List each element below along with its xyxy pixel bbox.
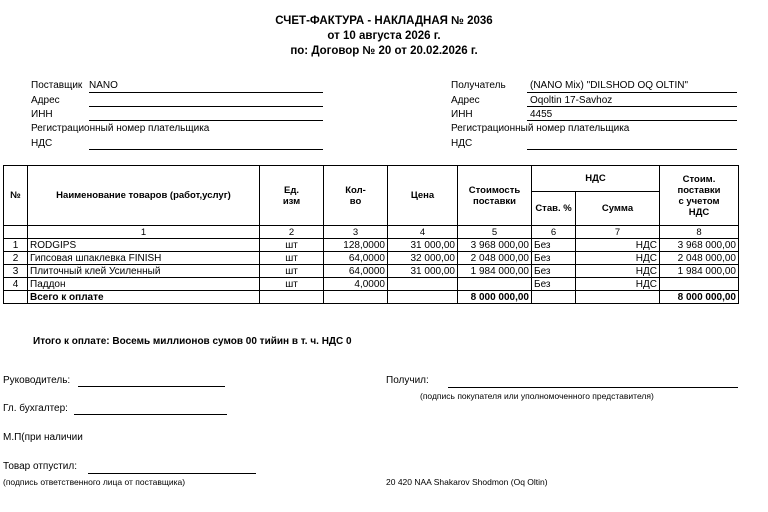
accountant-label: Гл. бухгалтер: <box>3 403 68 414</box>
director-label: Руководитель: <box>3 375 71 386</box>
invoice-table <box>3 165 739 304</box>
col-header-nds: НДС <box>532 166 660 192</box>
col-number: 8 <box>660 226 739 239</box>
total-with-nds: 8 000 000,00 <box>660 291 739 304</box>
table-row: 4 Паддон шт 4,0000 Без НДС <box>4 278 739 291</box>
recipient-nds-line <box>527 149 737 150</box>
recipient-name-line <box>527 92 737 93</box>
table-total-row <box>4 291 739 304</box>
col-number: 4 <box>388 226 458 239</box>
received-sign-line <box>448 387 738 388</box>
col-number: 2 <box>260 226 324 239</box>
recipient-address-line <box>527 106 737 107</box>
total-label: Всего к оплате <box>28 291 260 304</box>
col-header-name: Наименование товаров (работ,услуг) <box>28 166 260 226</box>
recipient-address: Oqoltin 17-Savhoz <box>530 95 613 106</box>
supplier-inn-label: ИНН <box>31 109 53 120</box>
col-header-sum: Сумма <box>576 192 660 226</box>
col-header-no: № <box>4 166 28 226</box>
supplier-label: Поставщик <box>31 80 83 91</box>
col-header-total: Стоим. поставки с учетом НДС <box>660 166 739 226</box>
col-header-unit: Ед. изм <box>260 166 324 226</box>
supplier-name: NANO <box>89 80 118 91</box>
recipient-reg-label: Регистрационный номер плательщика <box>451 123 630 134</box>
supplier-nds-line <box>89 149 323 150</box>
received-label: Получил: <box>386 375 429 386</box>
supplier-address-line <box>89 106 323 107</box>
invoice-date: от 10 августа 2026 г. <box>327 30 441 42</box>
col-number: 1 <box>28 226 260 239</box>
proxy-text: 20 420 NAA Shakarov Shodmon (Oq Oltin) <box>386 477 548 487</box>
supplier-address-label: Адрес <box>31 95 60 106</box>
col-number: 3 <box>324 226 388 239</box>
stamp-label: М.П(при наличии <box>3 432 83 443</box>
recipient-name: (NANO Mix) "DILSHOD OQ OLTIN" <box>530 80 689 91</box>
invoice-title: СЧЕТ-ФАКТУРА - НАКЛАДНАЯ № 2036 <box>275 15 493 27</box>
col-header-rate: Став. % <box>532 192 576 226</box>
recipient-inn: 4455 <box>530 109 553 120</box>
recipient-address-label: Адрес <box>451 95 480 106</box>
col-number: 6 <box>532 226 576 239</box>
total-cost: 8 000 000,00 <box>458 291 532 304</box>
recipient-inn-label: ИНН <box>451 109 473 120</box>
released-note: (подпись ответственного лица от поставщика) <box>3 477 186 487</box>
table-row: 2 Гипсовая шпаклевка FINISH шт 64,0000 32 000,00 2 048 000,00 Без НДС 2 048 000,00 <box>4 252 739 265</box>
recipient-label: Получатель <box>451 80 506 91</box>
col-number: 7 <box>576 226 660 239</box>
supplier-name-line <box>89 92 323 93</box>
released-label: Товар отпустил: <box>3 461 77 472</box>
col-header-qty: Кол- во <box>324 166 388 226</box>
col-header-price: Цена <box>388 166 458 226</box>
col-number: 5 <box>458 226 532 239</box>
supplier-reg-label: Регистрационный номер плательщика <box>31 123 210 134</box>
col-header-cost: Стоимость поставки <box>458 166 532 226</box>
received-note: (подпись покупателя или уполномоченного представителя) <box>420 391 654 401</box>
supplier-inn-line <box>89 120 323 121</box>
invoice-contract: по: Договор № 20 от 20.02.2026 г. <box>290 45 478 57</box>
table-row: 1 RODGIPS шт 128,0000 31 000,00 3 968 000,00 Без НДС 3 968 000,00 <box>4 239 739 252</box>
accountant-sign-line <box>74 414 227 415</box>
amount-in-words: Итого к оплате: Восемь миллионов сумов 00 тийин в т. ч. НДС 0 <box>33 336 352 347</box>
supplier-nds-label: НДС <box>31 138 53 149</box>
recipient-nds-label: НДС <box>451 138 473 149</box>
table-row: 3 Плиточный клей Усиленный шт 64,0000 31 000,00 1 984 000,00 Без НДС 1 984 000,00 <box>4 265 739 278</box>
director-sign-line <box>78 386 225 387</box>
released-sign-line <box>88 473 256 474</box>
recipient-inn-line <box>527 120 737 121</box>
